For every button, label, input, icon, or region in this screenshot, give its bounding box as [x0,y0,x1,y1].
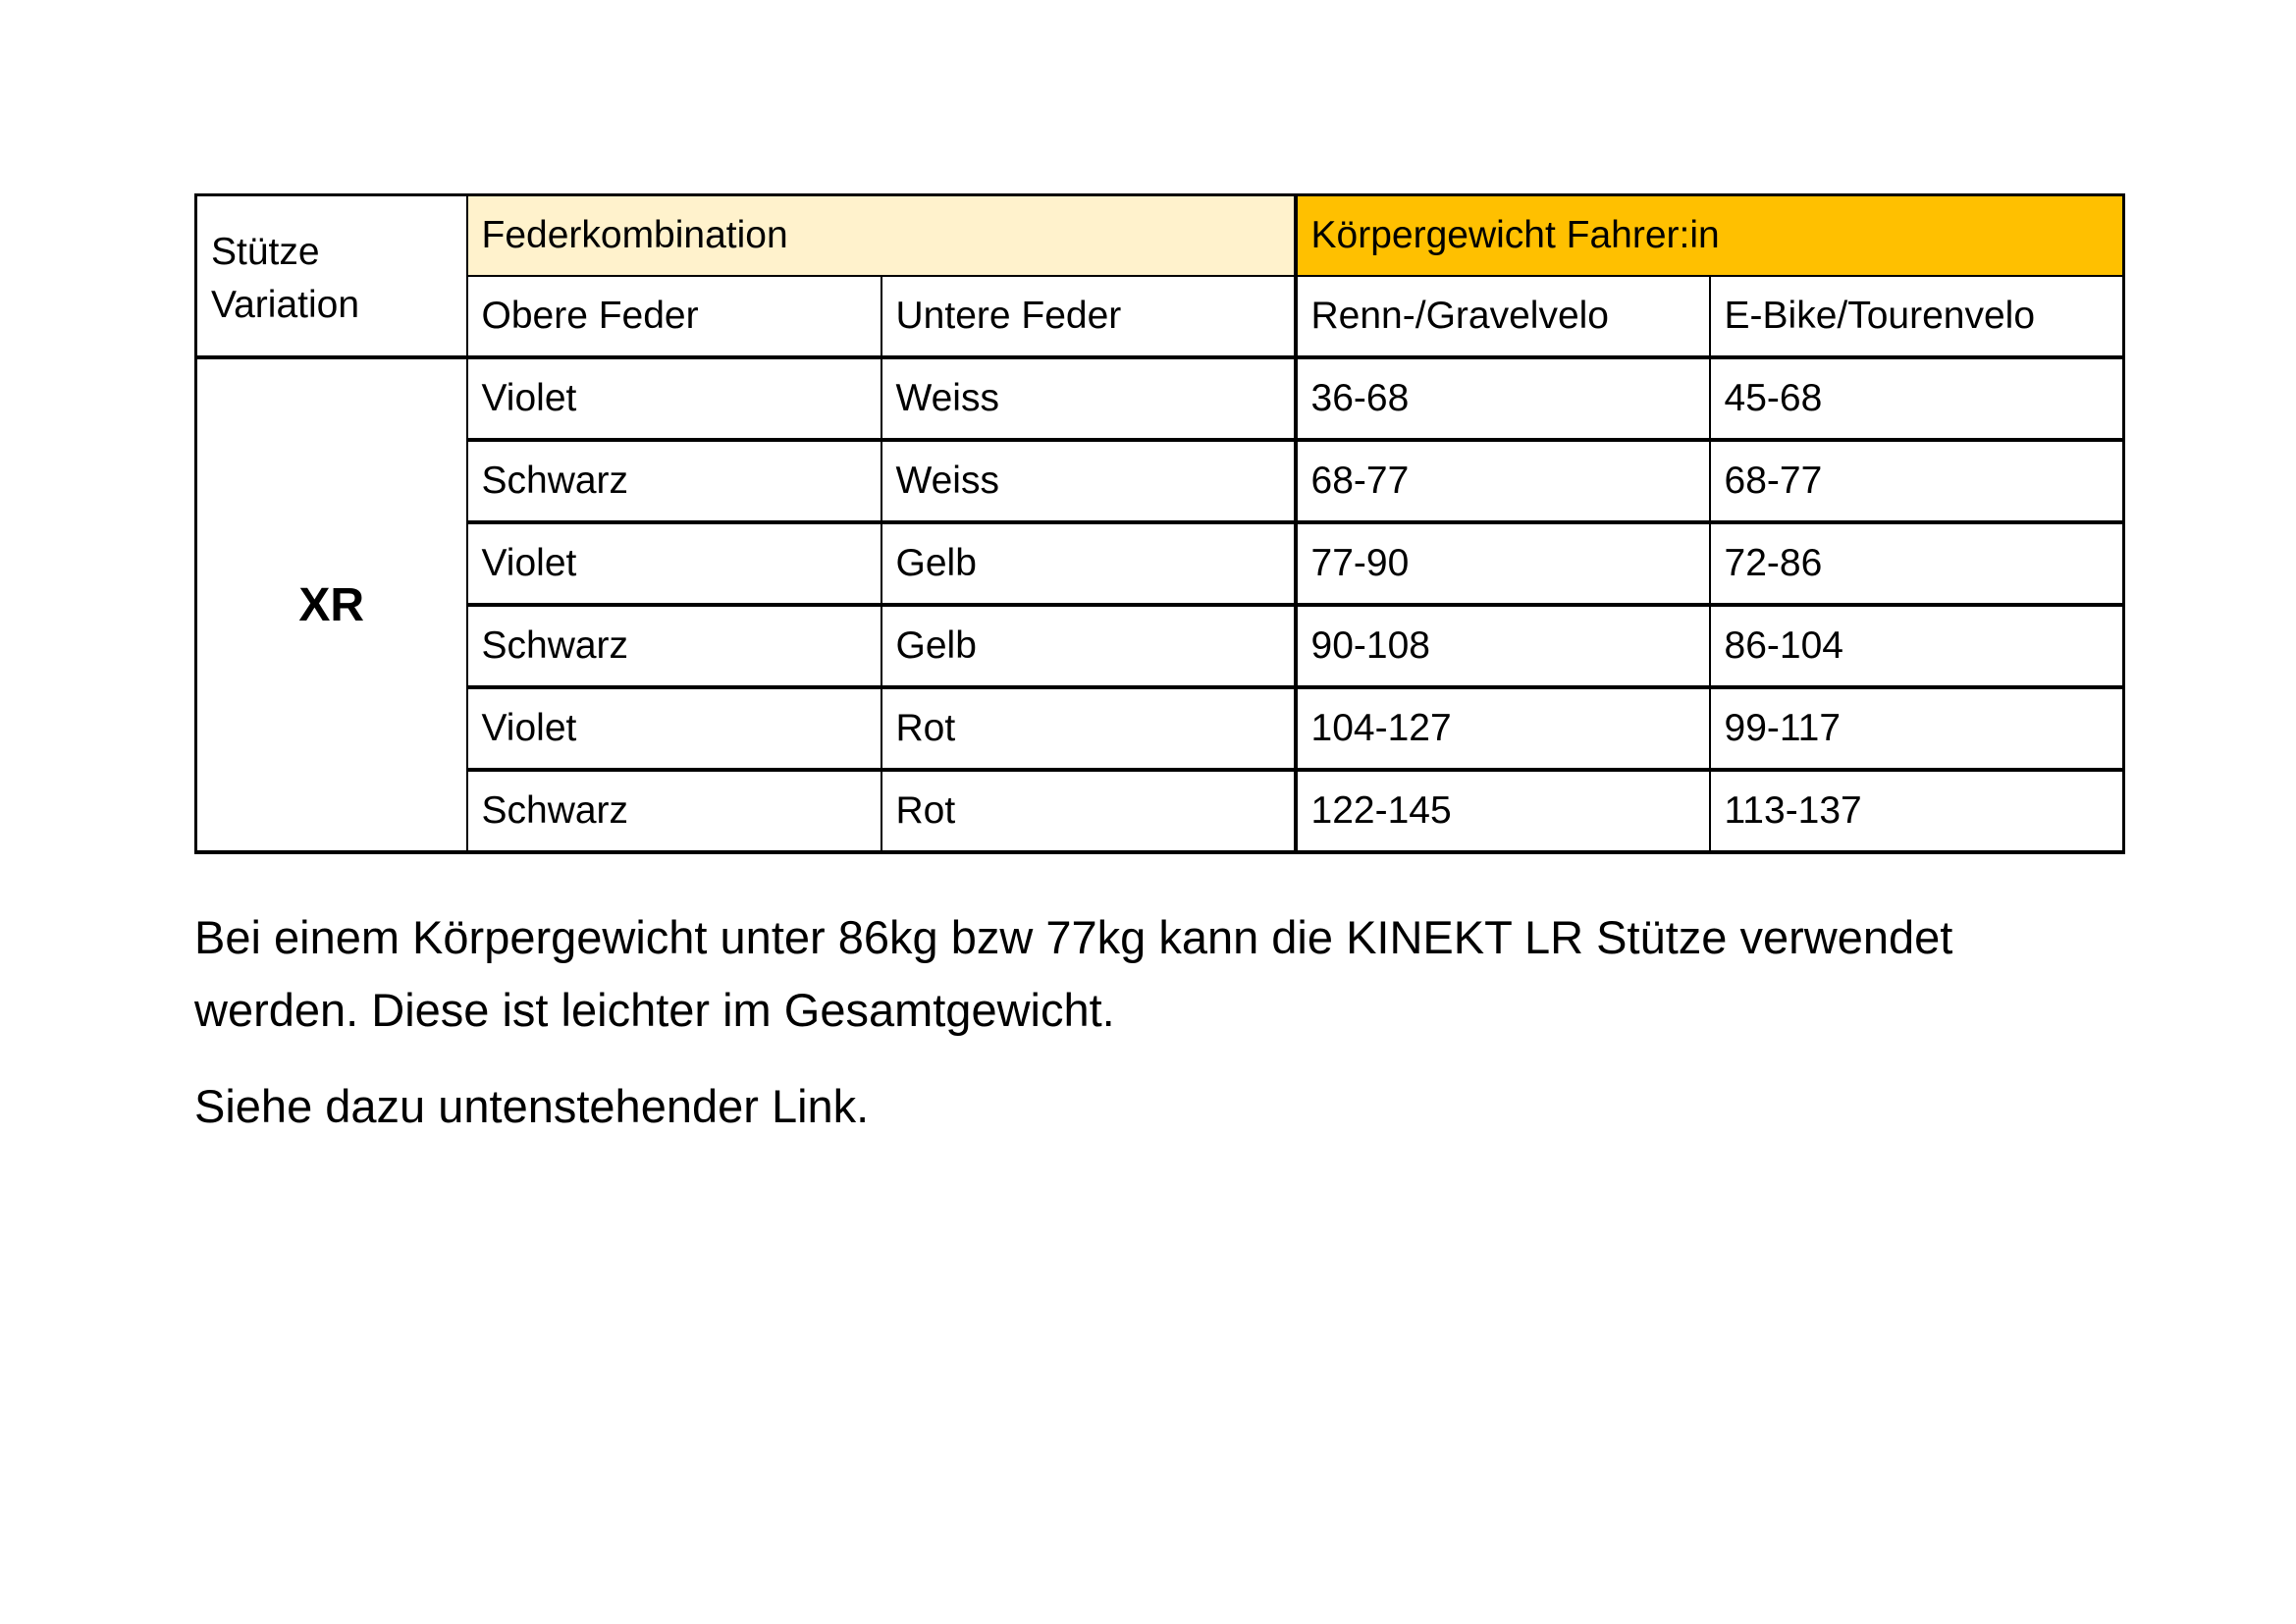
cell-ebike-tourenvelo: 86-104 [1710,605,2124,687]
note-paragraph-link-hint: Siehe dazu untenstehender Link. [194,1080,870,1132]
cell-ebike-tourenvelo: 45-68 [1710,357,2124,440]
header-obere-feder: Obere Feder [467,276,881,357]
cell-untere-feder: Weiss [881,440,1296,522]
cell-untere-feder: Rot [881,770,1296,852]
cell-obere-feder: Violet [467,522,881,605]
table-row [196,357,2124,440]
cell-ebike-tourenvelo: 99-117 [1710,687,2124,770]
cell-renn-gravelvelo: 77-90 [1296,522,1710,605]
header-variation-line1: Stütze [211,231,320,273]
cell-renn-gravelvelo: 104-127 [1296,687,1710,770]
header-variation-line2: Variation [211,284,360,326]
table-row [196,522,2124,605]
cell-obere-feder: Schwarz [467,440,881,522]
note-paragraph-lr-recommendation: Bei einem Körpergewicht unter 86kg bzw 77kg kann die KINEKT LR Stütze verwendet werden. Diese ist leichter im Gesamtgewicht. [194,911,1953,1036]
cell-untere-feder: Weiss [881,357,1296,440]
table-row [196,687,2124,770]
header-ebike-tourenvelo: E-Bike/Tourenvelo [1710,276,2124,357]
header-koerpergewicht: Körpergewicht Fahrer:in [1296,195,2124,277]
cell-renn-gravelvelo: 36-68 [1296,357,1710,440]
cell-ebike-tourenvelo: 113-137 [1710,770,2124,852]
cell-ebike-tourenvelo: 72-86 [1710,522,2124,605]
cell-renn-gravelvelo: 68-77 [1296,440,1710,522]
header-renn-gravelvelo: Renn-/Gravelvelo [1296,276,1710,357]
header-federkombination: Federkombination [467,195,1296,277]
table-header-row-2 [196,276,2124,357]
cell-obere-feder: Schwarz [467,605,881,687]
spring-combination-table [194,193,2125,854]
cell-renn-gravelvelo: 90-108 [1296,605,1710,687]
header-untere-feder: Untere Feder [881,276,1296,357]
cell-obere-feder: Violet [467,357,881,440]
header-variation-cell [196,195,467,358]
table-header-row-1 [196,195,2124,277]
table-row [196,770,2124,852]
table-row [196,440,2124,522]
variant-label: XR [196,357,467,852]
cell-untere-feder: Gelb [881,605,1296,687]
cell-obere-feder: Violet [467,687,881,770]
cell-untere-feder: Gelb [881,522,1296,605]
cell-ebike-tourenvelo: 68-77 [1710,440,2124,522]
cell-renn-gravelvelo: 122-145 [1296,770,1710,852]
table-row [196,605,2124,687]
cell-untere-feder: Rot [881,687,1296,770]
cell-obere-feder: Schwarz [467,770,881,852]
